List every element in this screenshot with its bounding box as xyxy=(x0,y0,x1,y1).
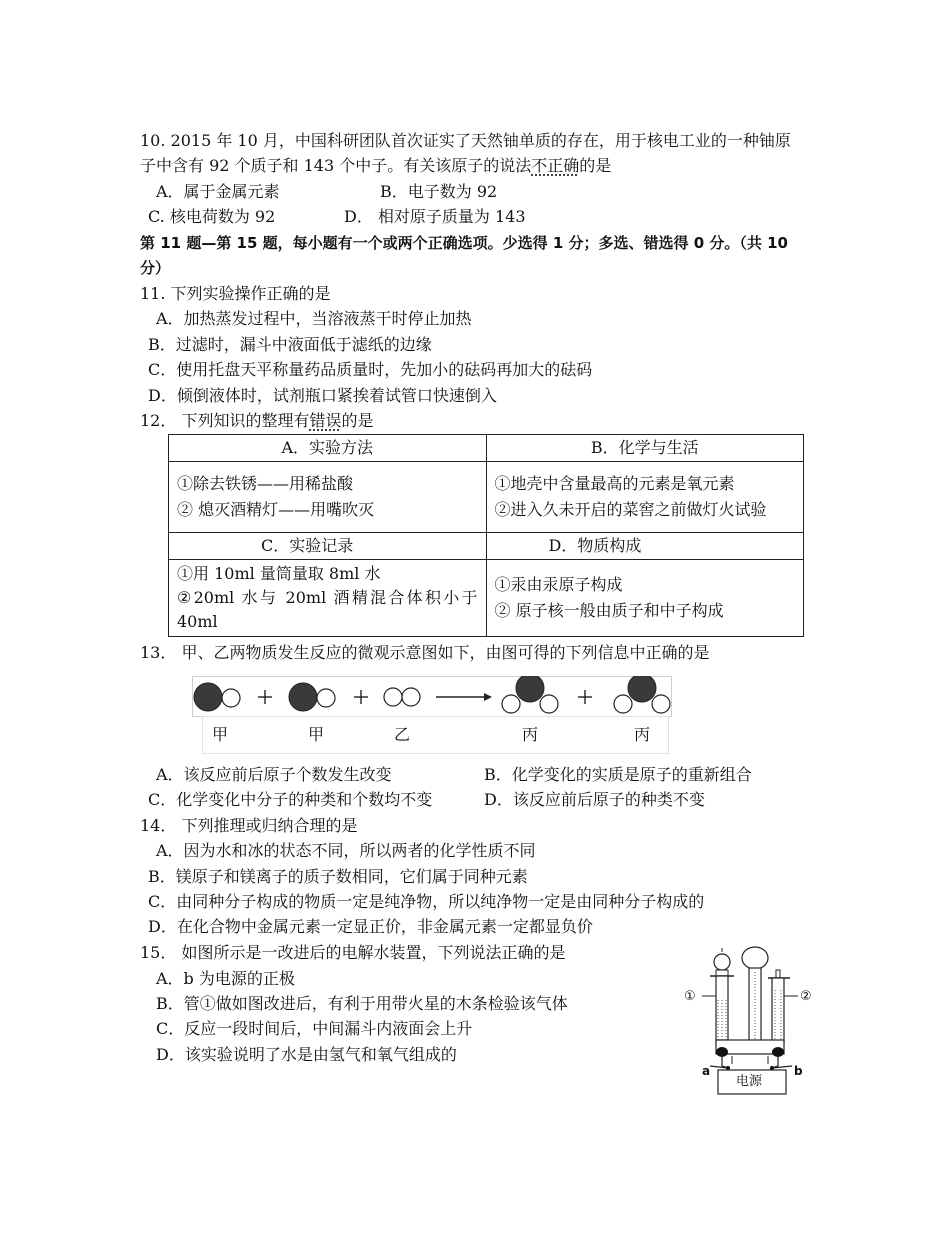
label-yi: 乙 xyxy=(394,725,411,744)
q13-option-c: C．化学变化中分子的种类和个数均不变 xyxy=(148,790,433,809)
q14-option-a: A．因为水和冰的状态不同，所以两者的化学性质不同 xyxy=(156,841,536,860)
plus-sign-3 xyxy=(578,690,592,704)
q13-option-b: B．化学变化的实质是原子的重新组合 xyxy=(484,765,752,784)
label-bing-1: 丙 xyxy=(522,725,539,744)
cell-a-head: A．实验方法 xyxy=(169,435,487,462)
section-note-line1: 第 11 题—第 15 题，每小题有一个或两个正确选项。少选得 1 分；多选、错选得 0 分。（共 10 xyxy=(140,234,788,252)
q14-option-d: D．在化合物中金属元素一定显正价，非金属元素一定都显负价 xyxy=(148,917,593,936)
label-bing-2: 丙 xyxy=(634,725,651,744)
q13-stem: 13． 甲、乙两物质发生反应的微观示意图如下，由图可得的下列信息中正确的是 xyxy=(140,643,710,662)
q11-option-c: C．使用托盘天平称量药品质量时，先加小的砝码再加大的砝码 xyxy=(148,360,593,379)
q14-option-b: B．镁原子和镁离子的质子数相同，它们属于同种元素 xyxy=(148,867,528,886)
q11-option-a: A．加热蒸发过程中，当溶液蒸干时停止加热 xyxy=(156,309,472,328)
reaction-diagram xyxy=(192,676,672,756)
q12-emphasis: 错误 xyxy=(309,411,342,430)
q15-option-d: D．该实验说明了水是由氢气和氧气组成的 xyxy=(156,1045,457,1064)
q10-stem-line1: 10. 2015 年 10 月，中国科研团队首次证实了天然铀单质的存在，用于核电工业的一种铀原 xyxy=(140,131,791,150)
cell-c-item2: ②20ml 水与 20ml 酒精混合体积小于 xyxy=(177,588,478,607)
q10-stem-line2 xyxy=(140,155,611,177)
q12-stem xyxy=(140,410,373,432)
tube-2-label: ② xyxy=(800,989,812,1004)
q15-option-a: A．b 为电源的正极 xyxy=(156,969,295,988)
plus-sign-2 xyxy=(354,690,368,704)
molecule-bing-1 xyxy=(502,676,558,713)
q10-stem-text: 子中含有 92 个质子和 143 个中子。有关该原子的说法 xyxy=(140,156,532,175)
q12-stem-text: 12． 下列知识的整理有 xyxy=(140,411,310,430)
cell-a-item2: ② 熄灭酒精灯——用嘴吹灭 xyxy=(177,500,375,519)
electrolysis-apparatus xyxy=(680,940,830,1100)
q10-emphasis: 不正确 xyxy=(531,156,580,175)
q10-option-c: C. 核电荷数为 92 xyxy=(148,207,276,226)
q13-option-d: D．该反应前后原子的种类不变 xyxy=(484,790,705,809)
label-jia-1: 甲 xyxy=(212,725,229,744)
section-note-line2: 分） xyxy=(140,259,171,277)
power-supply-label: 电源 xyxy=(736,1074,763,1089)
q10-option-a: A．属于金属元素 xyxy=(156,182,280,201)
q14-option-c: C．由同种分子构成的物质一定是纯净物，所以纯净物一定是由同种分子构成的 xyxy=(148,892,705,911)
tube-1-label: ① xyxy=(684,989,696,1004)
q14-stem: 14． 下列推理或归纳合理的是 xyxy=(140,816,358,835)
cell-b-item1: ①地壳中含量最高的元素是氧元素 xyxy=(494,474,735,493)
q15-stem: 15． 如图所示是一改进后的电解水装置，下列说法正确的是 xyxy=(140,943,566,962)
q10-stem-end: 的是 xyxy=(579,156,612,175)
cell-d-item2: ② 原子核一般由质子和中子构成 xyxy=(494,601,724,620)
q10-option-b: B．电子数为 92 xyxy=(380,182,498,201)
cell-b-body xyxy=(486,462,804,533)
q13-option-a: A．该反应前后原子个数发生改变 xyxy=(156,765,392,784)
plus-sign-1 xyxy=(258,690,272,704)
label-jia-2: 甲 xyxy=(308,725,325,744)
molecule-bing-2 xyxy=(614,676,670,713)
cell-c-item3: 40ml xyxy=(177,612,218,631)
reaction-arrow xyxy=(436,693,492,701)
electrode-a-label: a xyxy=(702,1064,711,1078)
cell-d-body xyxy=(486,560,804,637)
q10-option-d: D． 相对原子质量为 143 xyxy=(344,207,526,226)
electrode-b-label: b xyxy=(794,1064,803,1078)
molecule-jia-1 xyxy=(194,683,240,711)
q11-option-d: D．倾倒液体时，试剂瓶口紧挨着试管口快速倒入 xyxy=(148,386,497,405)
cell-d-head: D．物质构成 xyxy=(486,533,804,560)
q11-option-b: B．过滤时，漏斗中液面低于滤纸的边缘 xyxy=(148,335,432,354)
cell-c-item1: ①用 10ml 量筒量取 8ml 水 xyxy=(177,564,381,583)
molecule-yi xyxy=(384,688,420,706)
q12-knowledge-table xyxy=(168,434,804,637)
cell-a-body xyxy=(169,462,487,533)
q15-option-c: C．反应一段时间后，中间漏斗内液面会上升 xyxy=(156,1019,473,1038)
q15-option-b: B．管①做如图改进后，有利于用带火星的木条检验该气体 xyxy=(156,994,568,1013)
molecule-jia-2 xyxy=(289,683,335,711)
cell-d-item1: ①汞由汞原子构成 xyxy=(494,575,623,594)
q11-stem: 11. 下列实验操作正确的是 xyxy=(140,284,331,303)
cell-b-item2: ②进入久未开启的菜窖之前做灯火试验 xyxy=(494,500,767,519)
cell-c-head: C．实验记录 xyxy=(169,533,487,560)
cell-a-item1: ①除去铁锈——用稀盐酸 xyxy=(177,474,354,493)
q13-reaction-figure xyxy=(192,676,672,756)
cell-b-head: B．化学与生活 xyxy=(486,435,804,462)
q12-stem-end: 的是 xyxy=(341,411,374,430)
cell-c-body xyxy=(169,560,487,637)
